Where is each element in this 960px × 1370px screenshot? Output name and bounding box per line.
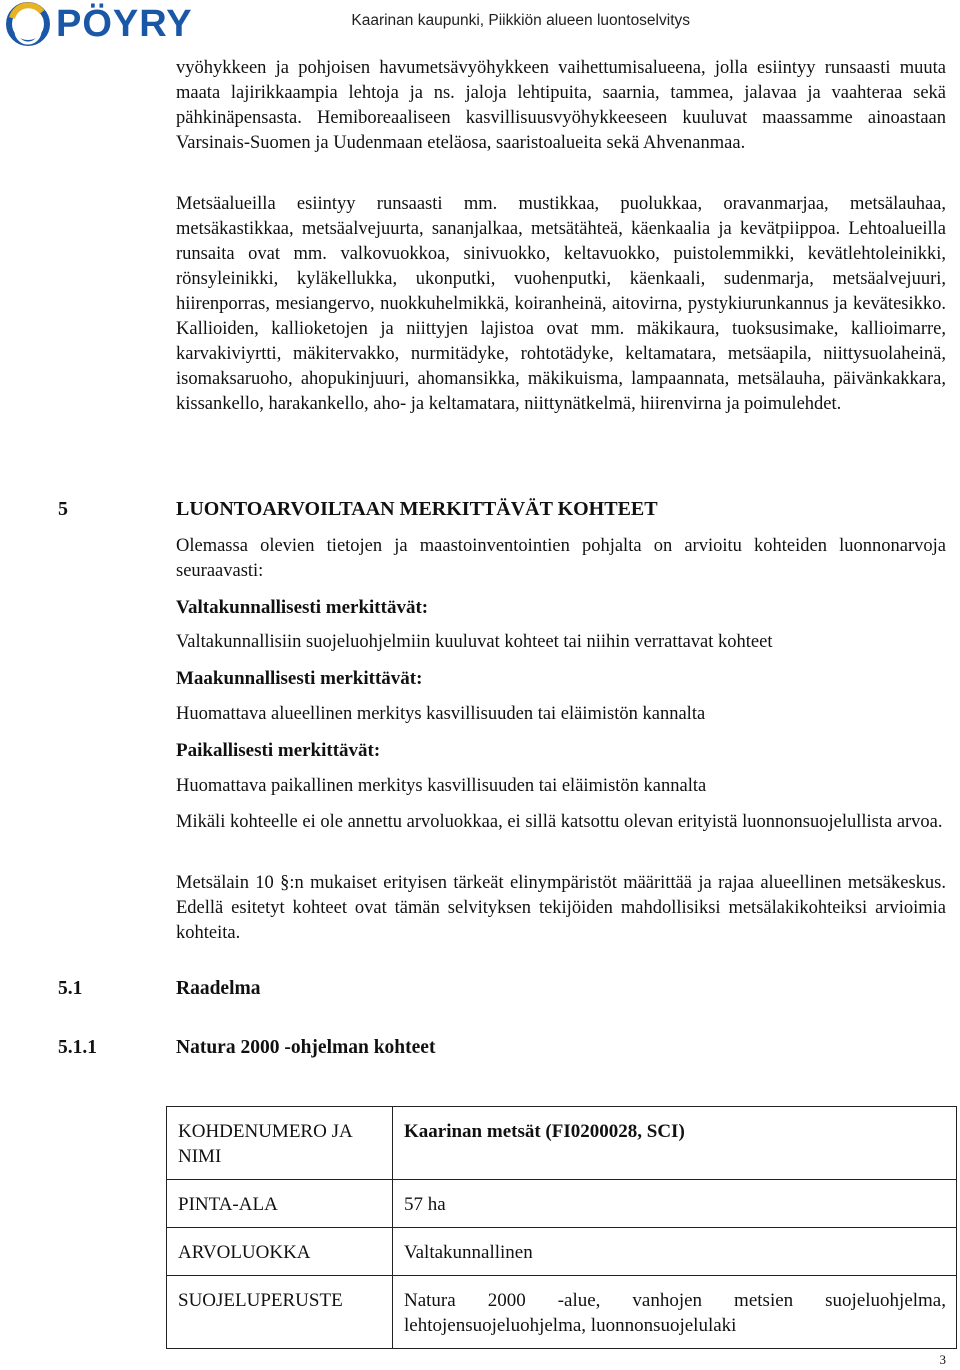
- level-regional-label: Maakunnallisesti merkittävät:: [176, 668, 423, 689]
- level-national-text: Valtakunnallisiin suojeluohjelmiin kuuluvat kohteet tai niihin verrattavat kohteet: [176, 632, 773, 652]
- level-national-label: Valtakunnallisesti merkittävät:: [176, 597, 429, 618]
- paragraph-species-list: Metsäalueilla esiintyy runsaasti mm. mustikkaa, puolukkaa, oravanmarjaa, metsälauhaa, metsäkastikkaa, metsäalvejuurta, sananjalkaa, metsätähteä, käenkaalia ja kevätpiippoa. Lehtoalueilla runsaita ovat mm. valkovuokkoa, sinivuokko, keltavuokko, puistolemmikki, kevätlehtoleinikki, rönsyleinikki, kyläkellukka, ukonputki, vuohenputki, käenkaali, sudenmarja, metsäalvejuuri, hiirenporras, mesiangervo, nuokkuhelmikkä, koiranheinä, aitovirna, pystykiurunkannus ja kevätesikko. Kallioiden, kallioketojen ja niittyjen lajistoa ovat mm. mäkikaura, tuoksusimake, kallioimarre, karvakiviyrtti, mäkitervakko, nurmitädyke, rohtotädyke, keltamatara, metsäapila, niittysuolaheinä, isomaksaruoho, ahopukinjuuri, ahomansikka, mäkikuisma, lampaannata, metsälauha, päivänkakkara, kissankello, harakankello, aho- ja keltamatara, niittynätkelmä, hiirenvirna ja poimulehdet.: [176, 194, 946, 414]
- page-number: 3: [939, 1352, 946, 1367]
- table-value-cell: 57 ha: [393, 1180, 957, 1228]
- section-5-1-number: 5.1: [58, 978, 83, 999]
- table-key-cell: KOHDENUMERO JA NIMI: [167, 1107, 393, 1180]
- level-local-text: Huomattava paikallinen merkitys kasvillisuuden tai eläimistön kannalta: [176, 776, 707, 796]
- section-5-title: LUONTOARVOILTAAN MERKITTÄVÄT KOHTEET: [176, 498, 658, 520]
- poyry-logo: [6, 2, 193, 46]
- section-5-1-title: Raadelma: [176, 978, 261, 999]
- table-row: [167, 1276, 957, 1349]
- site-info-table: [166, 1106, 957, 1349]
- note-no-value-class: Mikäli kohteelle ei ole annettu arvoluokkaa, ei sillä katsottu olevan erityistä luonnonsuojelullista arvoa.: [176, 812, 943, 832]
- table-key-cell: PINTA-ALA: [167, 1180, 393, 1228]
- table-value-cell: Kaarinan metsät (FI0200028, SCI): [393, 1107, 957, 1180]
- level-regional-text: Huomattava alueellinen merkitys kasvillisuuden tai eläimistön kannalta: [176, 704, 706, 724]
- logo-text: PÖYRY: [56, 3, 193, 45]
- paragraph-vegetation-zone: vyöhykkeen ja pohjoisen havumetsävyöhykkeen vaihettumisalueena, jolla esiintyy runsaasti muuta maata lajirikkaampia lehtoja ja ns. jaloja lehtipuita, saarnia, tammea, jalavaa ja vaahteraa sekä pähkinäpensasta. Hemiboreaaliseen kasvillisuusvyöhykkeeseen kuuluvat maassamme ainoastaan Varsinais-Suomen ja Uudenmaan eteläosa, saaristoalueita sekä Ahvenanmaa.: [176, 58, 946, 153]
- level-local-label: Paikallisesti merkittävät:: [176, 740, 381, 761]
- table-row: [167, 1107, 957, 1180]
- note-forest-act: Metsälain 10 §:n mukaiset erityisen tärkeät elinympäristöt määrittää ja rajaa alueellinen metsäkeskus. Edellä esitetyt kohteet ovat tämän selvityksen tekijöiden mahdollisiksi metsälakikohteiksi arvioimia kohteita.: [176, 873, 946, 943]
- poyry-swirl-icon: [6, 2, 50, 46]
- table-key-cell: SUOJELUPERUSTE: [167, 1276, 393, 1349]
- table-key-cell: ARVOLUOKKA: [167, 1228, 393, 1276]
- section-5-intro: Olemassa olevien tietojen ja maastoinventointien pohjalta on arvioitu kohteiden luonnonarvoja seuraavasti:: [176, 536, 946, 581]
- section-5-number: 5: [58, 498, 68, 520]
- table-value-cell: Natura 2000 -alue, vanhojen metsien suojeluohjelma, lehtojensuojeluohjelma, luonnonsuojelulaki: [393, 1276, 957, 1349]
- section-5-1-1-title: Natura 2000 -ohjelman kohteet: [176, 1037, 436, 1058]
- document-header-title: Kaarinan kaupunki, Piikkiön alueen luontoselvitys: [351, 12, 690, 29]
- section-5-1-1-number: 5.1.1: [58, 1037, 97, 1058]
- table-row: [167, 1180, 957, 1228]
- table-value-cell: Valtakunnallinen: [393, 1228, 957, 1276]
- table-row: [167, 1228, 957, 1276]
